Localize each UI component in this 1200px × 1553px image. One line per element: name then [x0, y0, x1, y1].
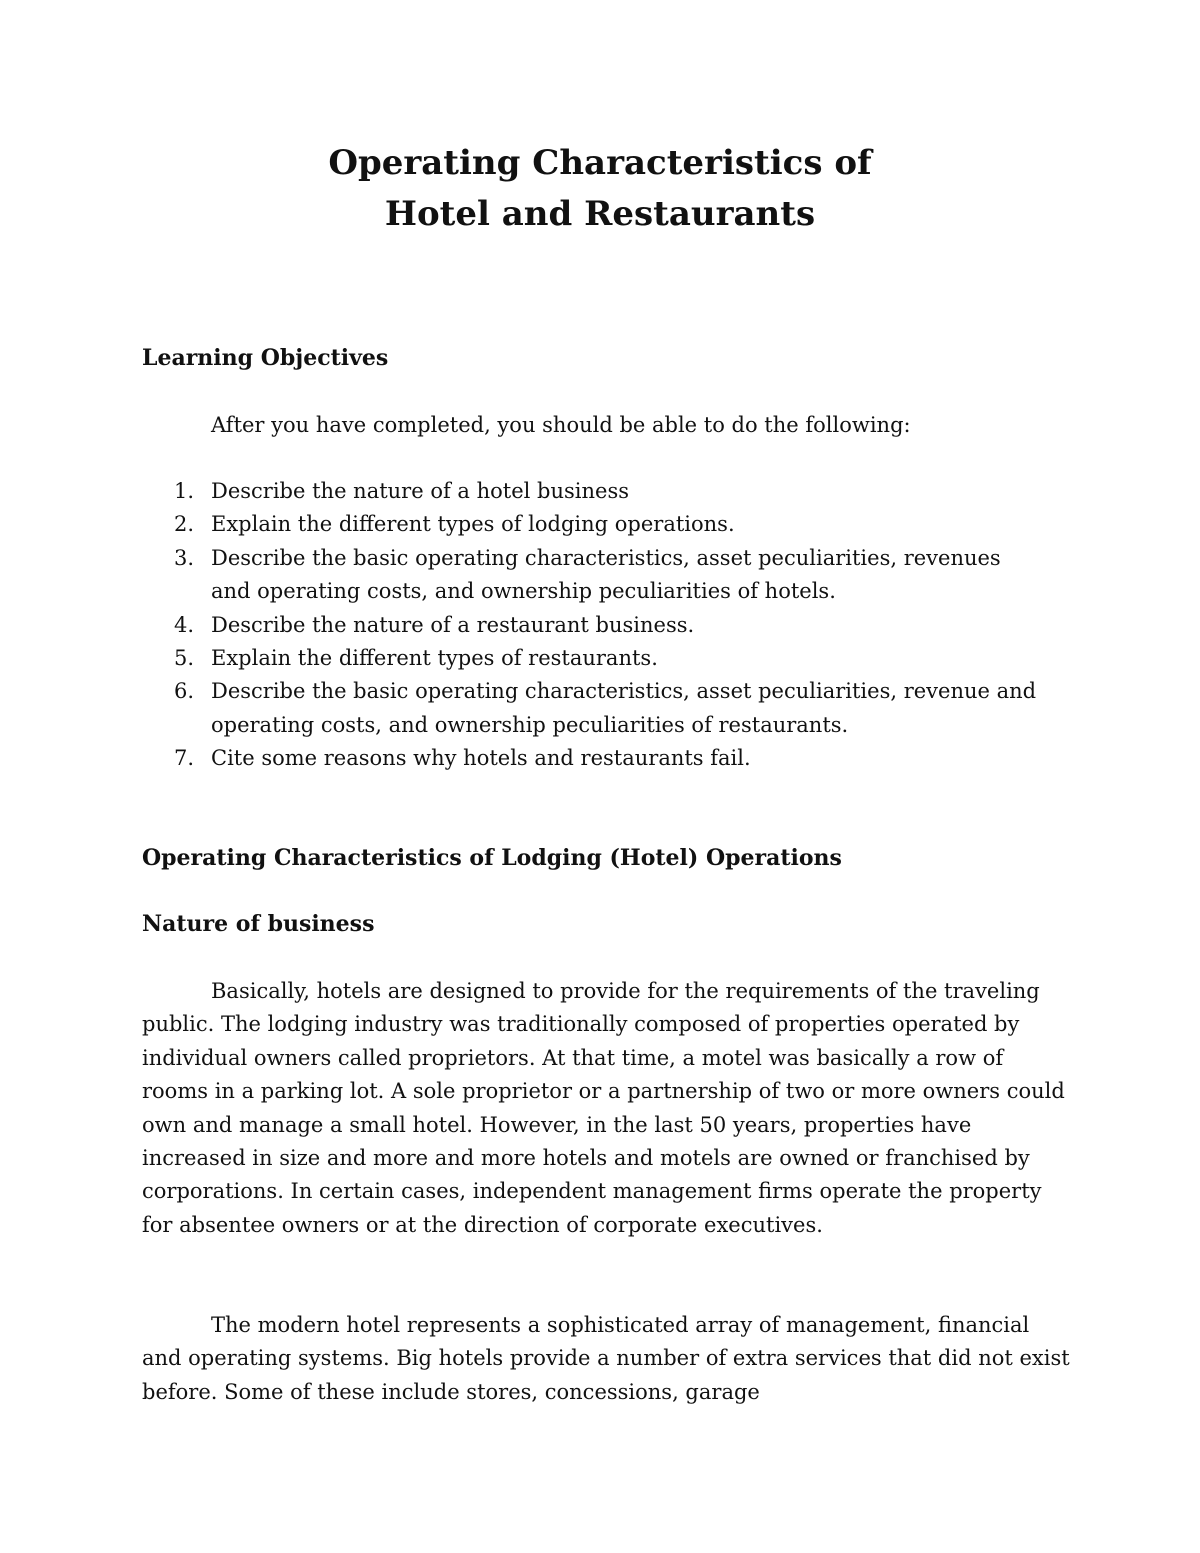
list-item: [142, 542, 1042, 609]
list-item-number: 7.: [174, 746, 195, 771]
title-line-2: Hotel and Restaurants: [384, 194, 816, 234]
list-item-number: 2.: [174, 512, 195, 537]
list-item: [142, 475, 1042, 508]
list-item: [142, 508, 1042, 541]
list-item-text: Describe the basic operating characteristics, asset peculiarities, revenues and operating costs, and ownership peculiarities of hotels.: [211, 545, 1001, 604]
paragraph-1-text: Basically, hotels are designed to provide for the requirements of the traveling public. The lodging industry was traditionally composed of properties operated by individual owners called proprietors. At that time, a motel was basically a row of rooms in a parking lot. A sole proprietor or a partnership of two or more owners could own and manage a small hotel. However, in the last 50 years, properties have increased in size and more and more hotels and motels are owned or franchised by corporations. In certain cases, independent management firms operate the property for absentee owners or at the direction of corporate executives.: [142, 979, 1065, 1237]
objectives-intro: After you have completed, you should be able to do the following:: [211, 413, 911, 437]
paragraph-2: [142, 1309, 1072, 1409]
paragraph-2-text: The modern hotel represents a sophisticated array of management, financial and operating systems. Big hotels provide a number of extra services that did not exist before. Some of these include stores, concessions, garage: [142, 1313, 1070, 1404]
list-item-text: Explain the different types of lodging operations.: [211, 512, 735, 537]
list-item-text: Describe the nature of a restaurant business.: [211, 612, 695, 637]
list-item-number: 6.: [174, 679, 195, 704]
paragraph-1: [142, 975, 1072, 1242]
section-heading: Operating Characteristics of Lodging (Hotel) Operations: [142, 845, 842, 871]
list-item-text: Explain the different types of restaurants.: [211, 646, 658, 671]
list-item: [142, 642, 1042, 675]
document-title: [0, 138, 1200, 240]
subsection-heading: Nature of business: [142, 911, 375, 937]
list-item: [142, 609, 1042, 642]
list-item-text: Describe the nature of a hotel business: [211, 479, 630, 503]
list-item-text: Cite some reasons why hotels and restaurants fail.: [211, 746, 751, 771]
learning-objectives-heading: Learning Objectives: [142, 345, 389, 371]
list-item-number: 4.: [174, 612, 195, 637]
list-item-text: Describe the basic operating characteristics, asset peculiarities, revenue and operating costs, and ownership peculiarities of restaurants.: [211, 679, 1037, 737]
list-item: [142, 675, 1042, 742]
title-line-1: Operating Characteristics of: [328, 143, 872, 183]
list-item-number: 5.: [174, 646, 195, 671]
list-item: [142, 742, 1042, 775]
list-item-number: 3.: [174, 545, 195, 570]
list-item-number: 1.: [174, 479, 195, 503]
objectives-list: [142, 475, 1042, 776]
